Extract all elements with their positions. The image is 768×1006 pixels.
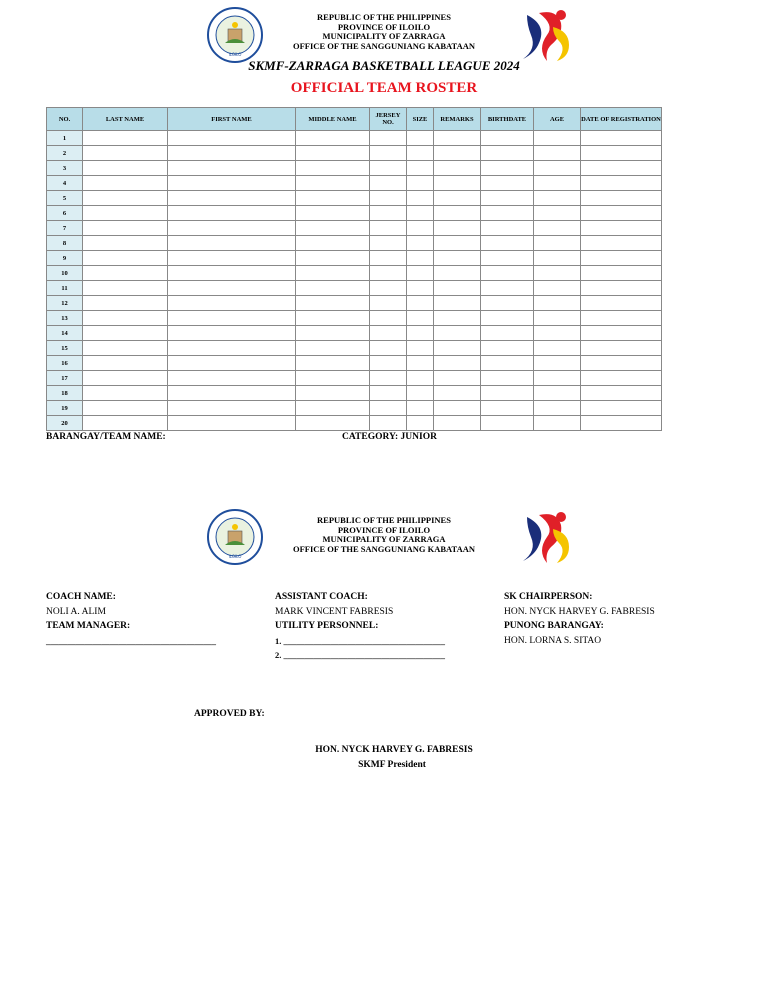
empty-cell[interactable]	[481, 401, 534, 416]
coach-section	[46, 590, 261, 648]
empty-cell[interactable]	[370, 251, 407, 266]
empty-cell[interactable]	[83, 416, 168, 431]
empty-cell[interactable]	[407, 146, 434, 161]
assistant-coach-label: ASSISTANT COACH:	[275, 592, 368, 602]
punong-barangay-value: HON. LORNA S. SITAO	[504, 635, 602, 646]
table-row	[47, 161, 662, 176]
empty-cell[interactable]	[581, 326, 662, 341]
empty-cell[interactable]	[370, 296, 407, 311]
empty-cell[interactable]	[581, 176, 662, 191]
row-number: 8	[47, 236, 83, 251]
row-number: 12	[47, 296, 83, 311]
column-header-no: NO.	[47, 108, 83, 131]
header-lines-bottom	[264, 516, 504, 554]
empty-cell[interactable]	[168, 416, 296, 431]
empty-cell[interactable]	[370, 281, 407, 296]
empty-cell[interactable]	[581, 251, 662, 266]
empty-cell[interactable]	[370, 131, 407, 146]
empty-cell[interactable]	[481, 176, 534, 191]
table-row	[47, 191, 662, 206]
sk-chairperson-value: HON. NYCK HARVEY G. FABRESIS	[504, 606, 655, 617]
empty-cell[interactable]	[83, 251, 168, 266]
empty-cell[interactable]	[370, 341, 407, 356]
table-row	[47, 311, 662, 326]
empty-cell[interactable]	[534, 281, 581, 296]
team-manager-line: ________________________________________	[46, 635, 216, 646]
table-row	[47, 416, 662, 431]
empty-cell[interactable]	[168, 371, 296, 386]
empty-cell[interactable]	[434, 131, 481, 146]
row-number: 13	[47, 311, 83, 326]
empty-cell[interactable]	[83, 386, 168, 401]
empty-cell[interactable]	[407, 416, 434, 431]
empty-cell[interactable]	[434, 416, 481, 431]
empty-cell[interactable]	[434, 296, 481, 311]
empty-cell[interactable]	[296, 386, 370, 401]
empty-cell[interactable]	[83, 206, 168, 221]
empty-cell[interactable]	[434, 161, 481, 176]
empty-cell[interactable]	[534, 131, 581, 146]
empty-cell[interactable]	[168, 326, 296, 341]
approved-by-label: APPROVED BY:	[194, 709, 265, 719]
column-header-size: SIZE	[407, 108, 434, 131]
table-header-row	[47, 108, 662, 131]
empty-cell[interactable]	[296, 401, 370, 416]
empty-cell[interactable]	[534, 401, 581, 416]
empty-cell[interactable]	[434, 386, 481, 401]
empty-cell[interactable]	[534, 266, 581, 281]
empty-cell[interactable]	[370, 191, 407, 206]
empty-cell[interactable]	[534, 206, 581, 221]
empty-cell[interactable]	[168, 236, 296, 251]
roster-title: OFFICIAL TEAM ROSTER	[290, 80, 478, 96]
empty-cell[interactable]	[168, 281, 296, 296]
empty-cell[interactable]	[83, 176, 168, 191]
empty-cell[interactable]	[168, 356, 296, 371]
empty-cell[interactable]	[370, 386, 407, 401]
empty-cell[interactable]	[534, 146, 581, 161]
empty-cell[interactable]	[370, 371, 407, 386]
row-number: 1	[47, 131, 83, 146]
svg-text:ILOILO: ILOILO	[228, 554, 242, 559]
empty-cell[interactable]	[83, 221, 168, 236]
empty-cell[interactable]	[370, 146, 407, 161]
empty-cell[interactable]	[581, 131, 662, 146]
empty-cell[interactable]	[370, 401, 407, 416]
empty-cell[interactable]	[83, 281, 168, 296]
empty-cell[interactable]	[407, 281, 434, 296]
empty-cell[interactable]	[581, 356, 662, 371]
empty-cell[interactable]	[581, 311, 662, 326]
empty-cell[interactable]	[407, 386, 434, 401]
empty-cell[interactable]	[581, 296, 662, 311]
empty-cell[interactable]	[83, 326, 168, 341]
empty-cell[interactable]	[83, 311, 168, 326]
row-number: 9	[47, 251, 83, 266]
empty-cell[interactable]	[407, 191, 434, 206]
table-row	[47, 236, 662, 251]
column-header-jersey-no: JERSEY NO.	[370, 108, 407, 131]
empty-cell[interactable]	[407, 206, 434, 221]
row-number: 14	[47, 326, 83, 341]
empty-cell[interactable]	[407, 251, 434, 266]
empty-cell[interactable]	[407, 326, 434, 341]
empty-cell[interactable]	[83, 236, 168, 251]
column-header-last-name: LAST NAME	[83, 108, 168, 131]
empty-cell[interactable]	[481, 221, 534, 236]
header-line: PROVINCE OF ILOILO	[337, 524, 431, 535]
empty-cell[interactable]	[581, 416, 662, 431]
empty-cell[interactable]	[296, 221, 370, 236]
empty-cell[interactable]	[434, 221, 481, 236]
table-row	[47, 296, 662, 311]
utility-personnel-label: UTILITY PERSONNEL:	[275, 621, 379, 631]
empty-cell[interactable]	[534, 326, 581, 341]
empty-cell[interactable]	[434, 146, 481, 161]
column-header-middle-name: MIDDLE NAME	[296, 108, 370, 131]
empty-cell[interactable]	[168, 386, 296, 401]
empty-cell[interactable]	[83, 146, 168, 161]
utility-personnel-2: 2. ______________________________________	[275, 650, 445, 660]
empty-cell[interactable]	[168, 191, 296, 206]
row-number: 5	[47, 191, 83, 206]
table-row	[47, 386, 662, 401]
empty-cell[interactable]	[481, 281, 534, 296]
empty-cell[interactable]	[481, 251, 534, 266]
row-number: 10	[47, 266, 83, 281]
sk-section	[504, 590, 724, 648]
empty-cell[interactable]	[481, 311, 534, 326]
row-number: 3	[47, 161, 83, 176]
row-number: 2	[47, 146, 83, 161]
row-number: 7	[47, 221, 83, 236]
empty-cell[interactable]	[296, 206, 370, 221]
table-row	[47, 146, 662, 161]
empty-cell[interactable]	[168, 251, 296, 266]
empty-cell[interactable]	[481, 131, 534, 146]
empty-cell[interactable]	[83, 161, 168, 176]
empty-cell[interactable]	[407, 341, 434, 356]
empty-cell[interactable]	[434, 236, 481, 251]
table-row	[47, 251, 662, 266]
empty-cell[interactable]	[407, 371, 434, 386]
column-header-birthdate: BIRTHDATE	[481, 108, 534, 131]
table-row	[47, 341, 662, 356]
row-number: 4	[47, 176, 83, 191]
empty-cell[interactable]	[481, 161, 534, 176]
empty-cell[interactable]	[581, 386, 662, 401]
empty-cell[interactable]	[434, 176, 481, 191]
empty-cell[interactable]	[407, 356, 434, 371]
empty-cell[interactable]	[481, 236, 534, 251]
empty-cell[interactable]	[370, 161, 407, 176]
table-row	[47, 326, 662, 341]
row-number: 17	[47, 371, 83, 386]
empty-cell[interactable]	[434, 206, 481, 221]
empty-cell[interactable]	[534, 251, 581, 266]
table-row	[47, 401, 662, 416]
empty-cell[interactable]	[581, 281, 662, 296]
empty-cell[interactable]	[168, 161, 296, 176]
empty-cell[interactable]	[481, 386, 534, 401]
table-row	[47, 371, 662, 386]
empty-cell[interactable]	[407, 131, 434, 146]
column-header-remarks: REMARKS	[434, 108, 481, 131]
empty-cell[interactable]	[296, 341, 370, 356]
empty-cell[interactable]	[296, 191, 370, 206]
row-number: 6	[47, 206, 83, 221]
empty-cell[interactable]	[434, 311, 481, 326]
empty-cell[interactable]	[168, 221, 296, 236]
empty-cell[interactable]	[434, 356, 481, 371]
approver-name: HON. NYCK HARVEY G. FABRESIS	[315, 745, 473, 755]
row-number: 15	[47, 341, 83, 356]
empty-cell[interactable]	[407, 311, 434, 326]
empty-cell[interactable]	[296, 311, 370, 326]
empty-cell[interactable]	[83, 371, 168, 386]
empty-cell[interactable]	[296, 251, 370, 266]
empty-cell[interactable]	[407, 236, 434, 251]
header-line: REPUBLIC OF THE PHILIPPINES	[317, 12, 451, 22]
empty-cell[interactable]	[534, 356, 581, 371]
header-lines-top	[264, 13, 504, 51]
column-header-age: AGE	[534, 108, 581, 131]
empty-cell[interactable]	[83, 341, 168, 356]
empty-cell[interactable]	[370, 356, 407, 371]
empty-cell[interactable]	[168, 176, 296, 191]
empty-cell[interactable]	[581, 161, 662, 176]
empty-cell[interactable]	[434, 251, 481, 266]
empty-cell[interactable]	[168, 311, 296, 326]
empty-cell[interactable]	[534, 236, 581, 251]
table-row	[47, 281, 662, 296]
empty-cell[interactable]	[581, 146, 662, 161]
sk-logo-bottom	[517, 507, 575, 572]
empty-cell[interactable]	[481, 356, 534, 371]
empty-cell[interactable]	[168, 296, 296, 311]
empty-cell[interactable]	[296, 176, 370, 191]
empty-cell[interactable]	[434, 401, 481, 416]
sk-chairperson-label: SK CHAIRPERSON:	[504, 592, 593, 602]
empty-cell[interactable]	[481, 416, 534, 431]
empty-cell[interactable]	[407, 266, 434, 281]
row-number: 18	[47, 386, 83, 401]
assistant-section	[275, 590, 490, 663]
punong-barangay-label: PUNONG BARANGAY:	[504, 621, 604, 631]
empty-cell[interactable]	[534, 386, 581, 401]
empty-cell[interactable]	[407, 176, 434, 191]
empty-cell[interactable]	[296, 131, 370, 146]
table-row	[47, 131, 662, 146]
empty-cell[interactable]	[83, 131, 168, 146]
empty-cell[interactable]	[296, 146, 370, 161]
assistant-coach-value: MARK VINCENT FABRESIS	[275, 606, 394, 617]
empty-cell[interactable]	[370, 311, 407, 326]
empty-cell[interactable]	[434, 266, 481, 281]
empty-cell[interactable]	[370, 221, 407, 236]
utility-personnel-1: 1. ______________________________________	[275, 635, 445, 646]
empty-cell[interactable]	[534, 176, 581, 191]
row-number: 19	[47, 401, 83, 416]
empty-cell[interactable]	[581, 266, 662, 281]
empty-cell[interactable]	[481, 341, 534, 356]
empty-cell[interactable]	[296, 371, 370, 386]
empty-cell[interactable]	[370, 266, 407, 281]
empty-cell[interactable]	[296, 296, 370, 311]
empty-cell[interactable]	[434, 326, 481, 341]
empty-cell[interactable]	[481, 191, 534, 206]
empty-cell[interactable]	[168, 131, 296, 146]
empty-cell[interactable]	[407, 161, 434, 176]
empty-cell[interactable]	[296, 236, 370, 251]
empty-cell[interactable]	[534, 371, 581, 386]
table-row	[47, 356, 662, 371]
empty-cell[interactable]	[481, 146, 534, 161]
empty-cell[interactable]	[83, 296, 168, 311]
svg-text:ILOILO: ILOILO	[228, 52, 242, 57]
empty-cell[interactable]	[83, 356, 168, 371]
team-name-label: BARANGAY/TEAM NAME:	[46, 432, 166, 442]
empty-cell[interactable]	[407, 221, 434, 236]
table-row	[47, 266, 662, 281]
column-header-date-of-registration: DATE OF REGISTRATION	[581, 108, 662, 131]
empty-cell[interactable]	[370, 206, 407, 221]
empty-cell[interactable]	[534, 221, 581, 236]
empty-cell[interactable]	[481, 296, 534, 311]
empty-cell[interactable]	[83, 266, 168, 281]
header-line: OFFICE OF THE SANGGUNIANG KABATAAN	[293, 543, 475, 554]
empty-cell[interactable]	[296, 281, 370, 296]
empty-cell[interactable]	[534, 161, 581, 176]
empty-cell[interactable]	[370, 176, 407, 191]
coach-name-value: NOLI A. ALIM	[46, 606, 106, 617]
team-manager-label: TEAM MANAGER:	[46, 621, 131, 631]
empty-cell[interactable]	[168, 401, 296, 416]
column-header-first-name: FIRST NAME	[168, 108, 296, 131]
empty-cell[interactable]	[534, 416, 581, 431]
approver-title: SKMF President	[358, 760, 426, 770]
empty-cell[interactable]	[534, 191, 581, 206]
empty-cell[interactable]	[581, 401, 662, 416]
header-line: OFFICE OF THE SANGGUNIANG KABATAAN	[293, 40, 475, 51]
empty-cell[interactable]	[481, 206, 534, 221]
empty-cell[interactable]	[534, 296, 581, 311]
empty-cell[interactable]	[168, 146, 296, 161]
empty-cell[interactable]	[296, 416, 370, 431]
empty-cell[interactable]	[168, 206, 296, 221]
empty-cell[interactable]	[407, 401, 434, 416]
empty-cell[interactable]	[581, 341, 662, 356]
category-label: CATEGORY: JUNIOR	[342, 432, 437, 442]
empty-cell[interactable]	[434, 371, 481, 386]
empty-cell[interactable]	[581, 206, 662, 221]
empty-cell[interactable]	[83, 191, 168, 206]
empty-cell[interactable]	[296, 266, 370, 281]
row-number: 20	[47, 416, 83, 431]
empty-cell[interactable]	[481, 266, 534, 281]
empty-cell[interactable]	[296, 356, 370, 371]
table-row	[47, 206, 662, 221]
empty-cell[interactable]	[83, 401, 168, 416]
coach-name-label: COACH NAME:	[46, 592, 116, 602]
empty-cell[interactable]	[370, 236, 407, 251]
roster-table	[46, 107, 662, 431]
header-line: MUNICIPALITY OF ZARRAGA	[322, 31, 446, 41]
header-line: MUNICIPALITY OF ZARRAGA	[322, 534, 446, 544]
header-line: PROVINCE OF ILOILO	[337, 21, 431, 32]
empty-cell[interactable]	[296, 161, 370, 176]
empty-cell[interactable]	[434, 281, 481, 296]
empty-cell[interactable]	[407, 296, 434, 311]
empty-cell[interactable]	[581, 236, 662, 251]
row-number: 11	[47, 281, 83, 296]
table-row	[47, 221, 662, 236]
empty-cell[interactable]	[370, 416, 407, 431]
table-row	[47, 176, 662, 191]
empty-cell[interactable]	[434, 191, 481, 206]
empty-cell[interactable]	[581, 371, 662, 386]
header-line: REPUBLIC OF THE PHILIPPINES	[317, 515, 451, 525]
empty-cell[interactable]	[296, 326, 370, 341]
empty-cell[interactable]	[534, 341, 581, 356]
empty-cell[interactable]	[534, 311, 581, 326]
empty-cell[interactable]	[168, 341, 296, 356]
row-number: 16	[47, 356, 83, 371]
empty-cell[interactable]	[370, 326, 407, 341]
empty-cell[interactable]	[581, 221, 662, 236]
municipal-seal-bottom	[207, 509, 263, 570]
empty-cell[interactable]	[481, 371, 534, 386]
empty-cell[interactable]	[434, 341, 481, 356]
league-title: SKMF-ZARRAGA BASKETBALL LEAGUE 2024	[248, 58, 520, 73]
empty-cell[interactable]	[581, 191, 662, 206]
empty-cell[interactable]	[168, 266, 296, 281]
empty-cell[interactable]	[481, 326, 534, 341]
